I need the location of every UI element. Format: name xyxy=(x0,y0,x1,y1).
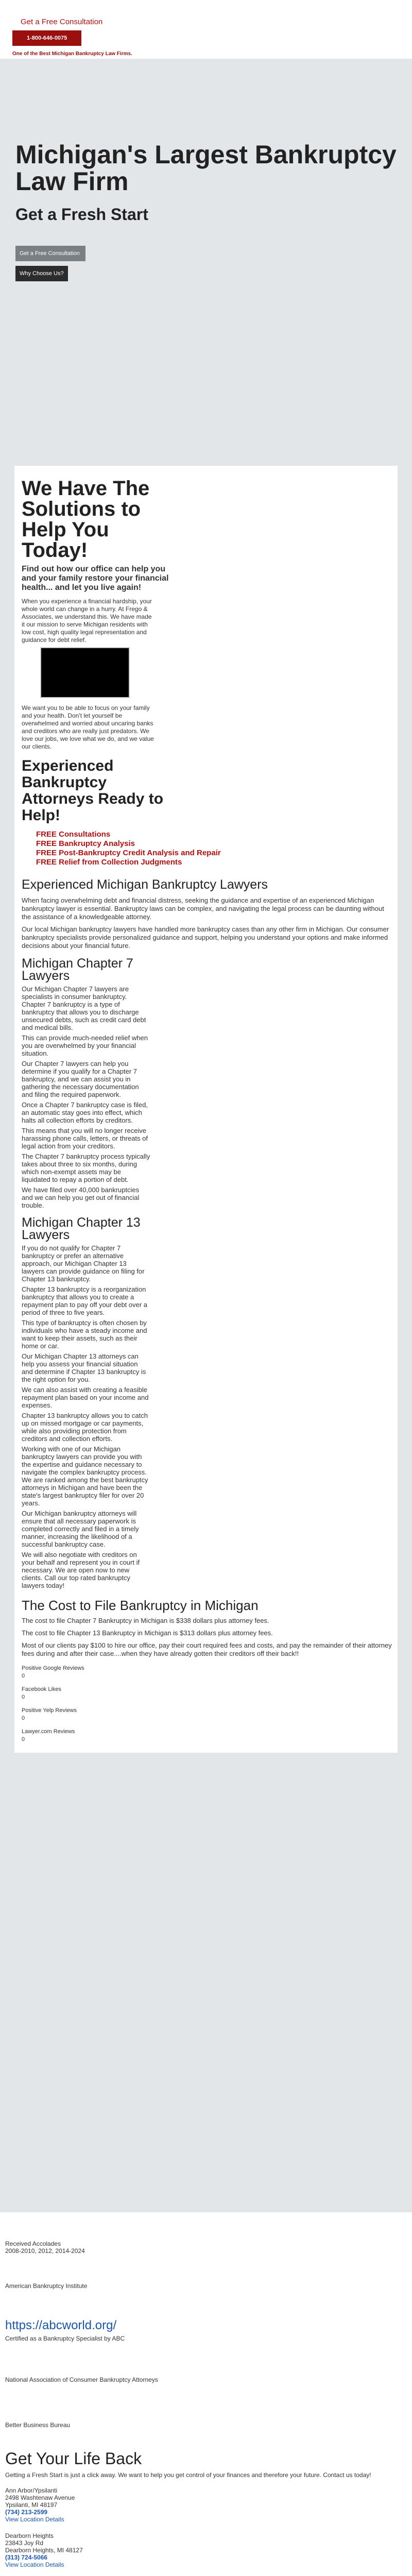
review-count: 0 xyxy=(22,1694,25,1700)
chapter13-para: Our Michigan Chapter 13 attorneys can help you assess your financial situation and determine if Chapter 13 bankruptcy is the right option for you. xyxy=(22,1352,146,1383)
video-player[interactable] xyxy=(40,647,130,698)
office-name: Ann Arbor/Ypsilanti xyxy=(5,2487,58,2494)
office-location-link[interactable]: View Location Details xyxy=(5,2516,64,2523)
solutions-para: We want you to be able to focus on your family and your health. Don't let yourself be overwhelmed and worried about uncaring banks and creditors who are really just predators. We love our jobs, we love what we do, and we value our clients. xyxy=(22,704,154,750)
cost-para: The cost to file Chapter 13 Bankruptcy in Michigan is $313 dollars plus attorney fees. xyxy=(22,1629,273,1637)
review-count: 0 xyxy=(22,1673,25,1679)
why-choose-button[interactable]: Why Choose Us? xyxy=(15,266,68,281)
solutions-title: We Have The Solutions to Help You Today! xyxy=(22,477,150,562)
experienced-title: Experienced Michigan Bankruptcy Lawyers xyxy=(22,877,268,892)
chapter13-para: We can also assist with creating a feasible repayment plan based on your income and expenses. xyxy=(22,1386,149,1409)
chapter7-para: The Chapter 7 bankruptcy process typically takes about three to six months, during which non-exempt assets may be liquidated to repay a portion of debt. xyxy=(22,1153,150,1183)
review-label: Facebook Likes xyxy=(22,1686,62,1692)
tagline: One of the Best Michigan Bankruptcy Law Firms. xyxy=(12,51,132,57)
office-location-link[interactable]: View Location Details xyxy=(5,2561,64,2568)
review-stat xyxy=(22,1665,390,1679)
free-link[interactable]: FREE Relief from Collection Judgments xyxy=(36,858,182,867)
experienced-para: Our local Michigan bankruptcy lawyers have handled more bankruptcy cases than any other firm in Michigan. Our consumer bankruptcy specialists provide personalized guidance and support, helping you understand your options and make informed decisions about your financial future. xyxy=(22,925,389,950)
cost-para: Most of our clients pay $100 to hire our office, pay their court required fees and costs, and pay the remainder of their attorney fees during and after their case....when they have already gotten their creditors off their back!! xyxy=(22,1641,392,1657)
content-card xyxy=(14,466,398,1753)
office-city: Dearborn Heights, MI 48127 xyxy=(5,2547,83,2554)
chapter13-para: Chapter 13 bankruptcy allows you to catch up on missed mortgage or car payments, while also providing protection from creditors and collection efforts. xyxy=(22,1412,148,1443)
chapter13-para: This type of bankruptcy is often chosen by individuals who have a steady income and want to keep their assets, such as their home or car. xyxy=(22,1319,147,1350)
cost-para: The cost to file Chapter 7 Bankruptcy in Michigan is $338 dollars plus attorney fees. xyxy=(22,1617,269,1624)
chapter13-para: Chapter 13 bankruptcy is a reorganization bankruptcy that allows you to create a repayment plan to pay off your debt over a period of three to five years. xyxy=(22,1285,148,1316)
chapter7-para: This means that you will no longer receive harassing phone calls, letters, or threats of legal action from your creditors. xyxy=(22,1127,148,1150)
solutions-lead: Find out how our office can help you and your family restore your financial health... and let you live again! xyxy=(22,565,169,592)
cost-title: The Cost to File Bankruptcy in Michigan xyxy=(22,1598,259,1613)
office-street: 23843 Joy Rd xyxy=(5,2539,44,2547)
hero-title: Michigan's Largest Bankruptcy Law Firm xyxy=(15,140,397,196)
office-phone[interactable]: (313) 724-5066 xyxy=(5,2554,48,2561)
bbb-text: Better Business Bureau xyxy=(5,2421,71,2429)
review-label: Lawyer.com Reviews xyxy=(22,1728,75,1735)
abc-cert-text: Certified as a Bankruptcy Specialist by ABC xyxy=(5,2335,125,2342)
review-stat xyxy=(22,1707,390,1721)
main-content xyxy=(0,466,412,2212)
accolade-received xyxy=(5,2240,407,2255)
accolade-years: 2008-2010, 2012, 2014-2024 xyxy=(5,2247,85,2255)
consult-button[interactable]: Get a Free Consultation xyxy=(15,246,85,261)
review-count: 0 xyxy=(22,1736,25,1742)
phone-button[interactable]: 1-800-646-0075 xyxy=(12,30,81,46)
review-label: Positive Yelp Reviews xyxy=(22,1707,77,1714)
chapter7-para: This can provide much-needed relief when you are overwhelmed by your financial situation. xyxy=(22,1034,148,1057)
free-link[interactable]: FREE Post-Bankruptcy Credit Analysis and Repair xyxy=(36,849,221,857)
review-stat xyxy=(22,1728,390,1742)
chapter7-title: Michigan Chapter 7 Lawyers xyxy=(22,956,133,983)
free-link[interactable]: FREE Consultations xyxy=(36,830,111,839)
consult-title: Get a Free Consultation xyxy=(21,18,103,26)
chapter13-para: Our Michigan bankruptcy attorneys will ensure that all necessary paperwork is completed correctly and filed in a timely manner, increasing the likelihood of a successful bankruptcy case. xyxy=(22,1510,139,1548)
review-count: 0 xyxy=(22,1715,25,1721)
free-links-list xyxy=(36,830,390,867)
office-block xyxy=(5,2532,407,2568)
office-name: Dearborn Heights xyxy=(5,2532,54,2539)
chapter13-title: Michigan Chapter 13 Lawyers xyxy=(22,1215,141,1242)
solutions-para: When you experience a financial hardship, your whole world can change in a hurry. At Frego & Associates, we understand this. We have made it our mission to serve Michigan residents with low cost, high quality legal representation and guidance for debt relief. xyxy=(22,598,152,643)
office-phone[interactable]: (734) 213-2599 xyxy=(5,2509,48,2516)
chapter7-para: Once a Chapter 7 bankruptcy case is filed, an automatic stay goes into effect, which halts all collection efforts by creditors. xyxy=(22,1101,148,1124)
chapter13-para: We will also negotiate with creditors on your behalf and represent you in court if necessary. We are open now to new clients. Call our top rated bankruptcy lawyers today! xyxy=(22,1551,140,1589)
abi-text: American Bankruptcy Institute xyxy=(5,2282,88,2290)
life-title: Get Your Life Back xyxy=(5,2449,142,2468)
chapter13-para: Working with one of our Michigan bankruptcy lawyers can provide you with the expertise and guidance necessary to navigate the complex bankruptcy process. We are ranked among the best bankruptcy attorneys in Michigan and have been the state's largest bankruptcy filer for over 20 years. xyxy=(22,1445,148,1507)
top-bar xyxy=(0,0,412,57)
hero-section xyxy=(0,59,412,466)
review-stat xyxy=(22,1686,390,1700)
abc-link[interactable]: https://abcworld.org/ xyxy=(5,2318,117,2332)
ready-title: Experienced Bankruptcy Attorneys Ready to Help! xyxy=(22,757,164,824)
footer-section xyxy=(0,2240,412,2576)
nacba-text: National Association of Consumer Bankruptcy Attorneys xyxy=(5,2376,158,2383)
experienced-para: When facing overwhelming debt and financial distress, seeking the guidance and expertise of an experienced Michigan bankruptcy lawyer is essential. Bankruptcy laws can be complex, and navigating the legal process can be daunting without the assistance of a knowledgeable attorney. xyxy=(22,896,384,921)
office-street: 2498 Washtenaw Avenue xyxy=(5,2494,75,2501)
chapter7-para: Our Chapter 7 lawyers can help you determine if you qualify for a Chapter 7 bankruptcy, and we can assist you in gathering the necessary documentation and filing the required paperwork. xyxy=(22,1060,139,1098)
office-city: Ypsilanti, MI 48197 xyxy=(5,2501,58,2509)
chapter13-para: If you do not qualify for Chapter 7 bankruptcy or prefer an alternative approach, our Michigan Chapter 13 lawyers can provide guidance on filing for Chapter 13 bankruptcy. xyxy=(22,1244,145,1283)
hero-subtitle: Get a Fresh Start xyxy=(15,205,148,224)
review-label: Positive Google Reviews xyxy=(22,1665,84,1671)
free-link[interactable]: FREE Bankruptcy Analysis xyxy=(36,839,135,848)
life-subtitle: Getting a Fresh Start is just a click away. We want to help you get control of your finances and therefore your future. Contact us today! xyxy=(5,2471,371,2479)
office-block xyxy=(5,2487,407,2523)
chapter7-para: Our Michigan Chapter 7 lawyers are specialists in consumer bankruptcy. Chapter 7 bankruptcy is a type of bankruptcy that allows you to discharge unsecured debts, such as credit card debt and medical bills. xyxy=(22,985,146,1031)
accolade-label: Received Accolades xyxy=(5,2240,61,2247)
chapter7-para: We have filed over 40,000 bankruptcies and we can help you get out of financial trouble. xyxy=(22,1186,140,1209)
